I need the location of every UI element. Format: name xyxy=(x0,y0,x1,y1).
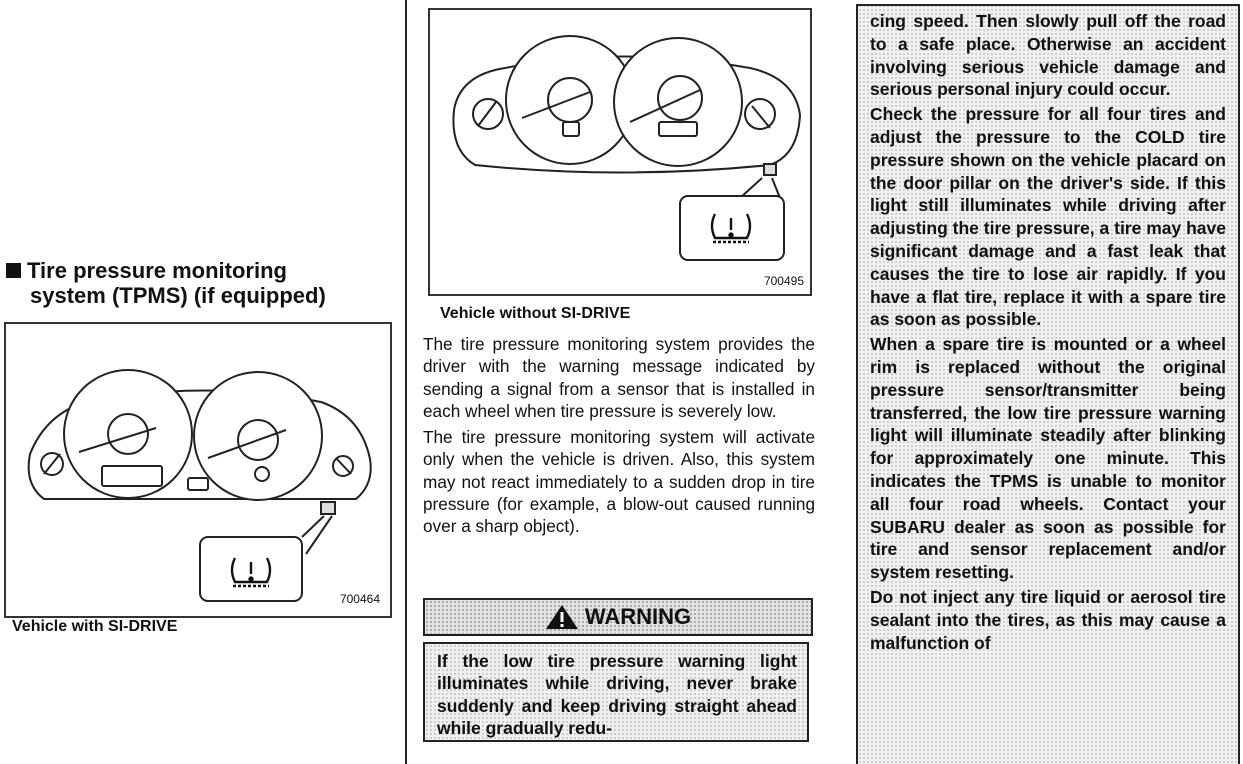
warning-text: cing speed. Then slowly pull off the road to a safe place. Otherwise an accident involving serious vehicle damage and serious personal injury could occur. xyxy=(870,11,1226,100)
warning-box xyxy=(423,642,809,742)
instrument-cluster-drawing xyxy=(430,10,810,294)
warning-label: WARNING xyxy=(584,604,692,629)
warning-text: Do not inject any tire liquid or aerosol tire sealant into the tires, as this may cause a malfunction of xyxy=(870,586,1226,653)
heading-line-1: Tire pressure monitoring xyxy=(27,258,287,283)
figure-caption: Vehicle without SI-DRIVE xyxy=(440,305,631,322)
body-text xyxy=(423,333,815,542)
warning-continuation xyxy=(856,4,1240,764)
instrument-cluster-drawing xyxy=(6,324,390,616)
warning-triangle-icon xyxy=(545,604,579,630)
figure-instrument-cluster-no-si-drive xyxy=(428,8,812,296)
figure-instrument-cluster-si-drive xyxy=(4,322,392,618)
warning-text: If the low tire pressure warning light illuminates while driving, never brake suddenly and keep driving straight ahead while gradually redu- xyxy=(437,651,797,738)
section-heading xyxy=(6,258,326,308)
warning-header xyxy=(423,598,813,636)
paragraph: The tire pressure monitoring system will activate only when the vehicle is driven. Also, this system may not react immediately to a sudden drop in tire pressure (for example, a blow-out caused running over a sharp object). xyxy=(423,427,815,537)
figure-code: 700464 xyxy=(339,592,380,606)
figure-caption: Vehicle with SI-DRIVE xyxy=(12,618,178,635)
paragraph: The tire pressure monitoring system provides the driver with the warning message indicated by sending a signal from a sensor that is installed in each wheel when tire pressure is severely low. xyxy=(423,334,815,421)
figure-code: 700495 xyxy=(763,274,804,288)
heading-line-2: system (TPMS) (if equipped) xyxy=(30,283,326,308)
warning-box-border xyxy=(856,4,1240,6)
warning-text: Check the pressure for all four tires and adjust the pressure to the COLD tire pressure shown on the vehicle placard on the door pillar on the driver's side. If this light still illuminates while driving after adjusting the tire pressure, a tire may have significant damage and a fast leak that causes the tire to lose air rapidly. If you have a flat tire, replace it with a spare tire as soon as possible. xyxy=(870,104,1226,330)
warning-text: When a spare tire is mounted or a wheel rim is replaced without the original pressure sensor/transmitter being transferred, the low tire pressure warning light will illuminate steadily after blinking for approximately one minute. This indicates the TPMS is unable to monitor all four road wheels. Contact your SUBARU dealer as soon as possible for tire and sensor replacement and/or system resetting. xyxy=(870,334,1226,583)
column-divider xyxy=(405,0,407,764)
black-square-bullet-icon xyxy=(6,263,21,278)
